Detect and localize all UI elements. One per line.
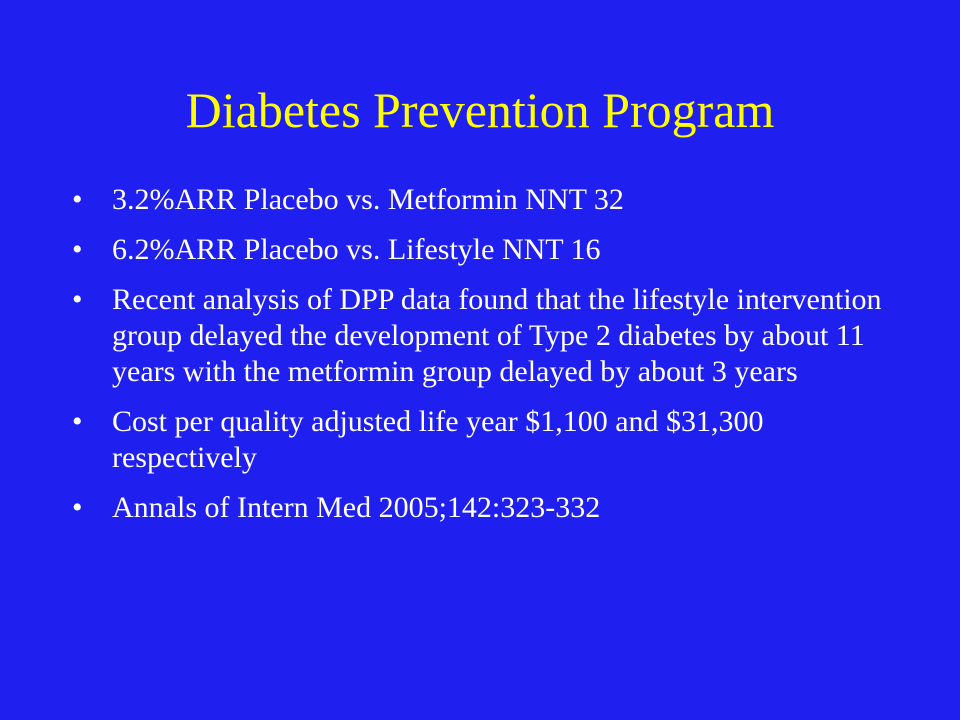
bullet-text: Cost per quality adjusted life year $1,100 and $31,300 respectively [112,405,764,474]
bullet-marker: • [72,183,83,216]
bullet-marker: • [72,283,83,316]
bullet-item [72,490,892,526]
bullet-marker: • [72,233,83,266]
bullet-marker: • [72,491,83,524]
bullet-text: Annals of Intern Med 2005;142:323-332 [112,491,601,524]
bullet-list [72,182,892,540]
bullet-item [72,404,892,476]
bullet-text: Recent analysis of DPP data found that the lifestyle intervention group delayed the development of Type 2 diabetes by about 11 years with the metformin group delayed by about 3 years [112,283,882,388]
bullet-text: 6.2%ARR Placebo vs. Lifestyle NNT 16 [112,233,601,266]
bullet-item [72,182,892,218]
slide-title: Diabetes Prevention Program [185,82,775,138]
bullet-item [72,282,892,390]
bullet-item [72,232,892,268]
bullet-marker: • [72,405,83,438]
bullet-text: 3.2%ARR Placebo vs. Metformin NNT 32 [112,183,624,216]
